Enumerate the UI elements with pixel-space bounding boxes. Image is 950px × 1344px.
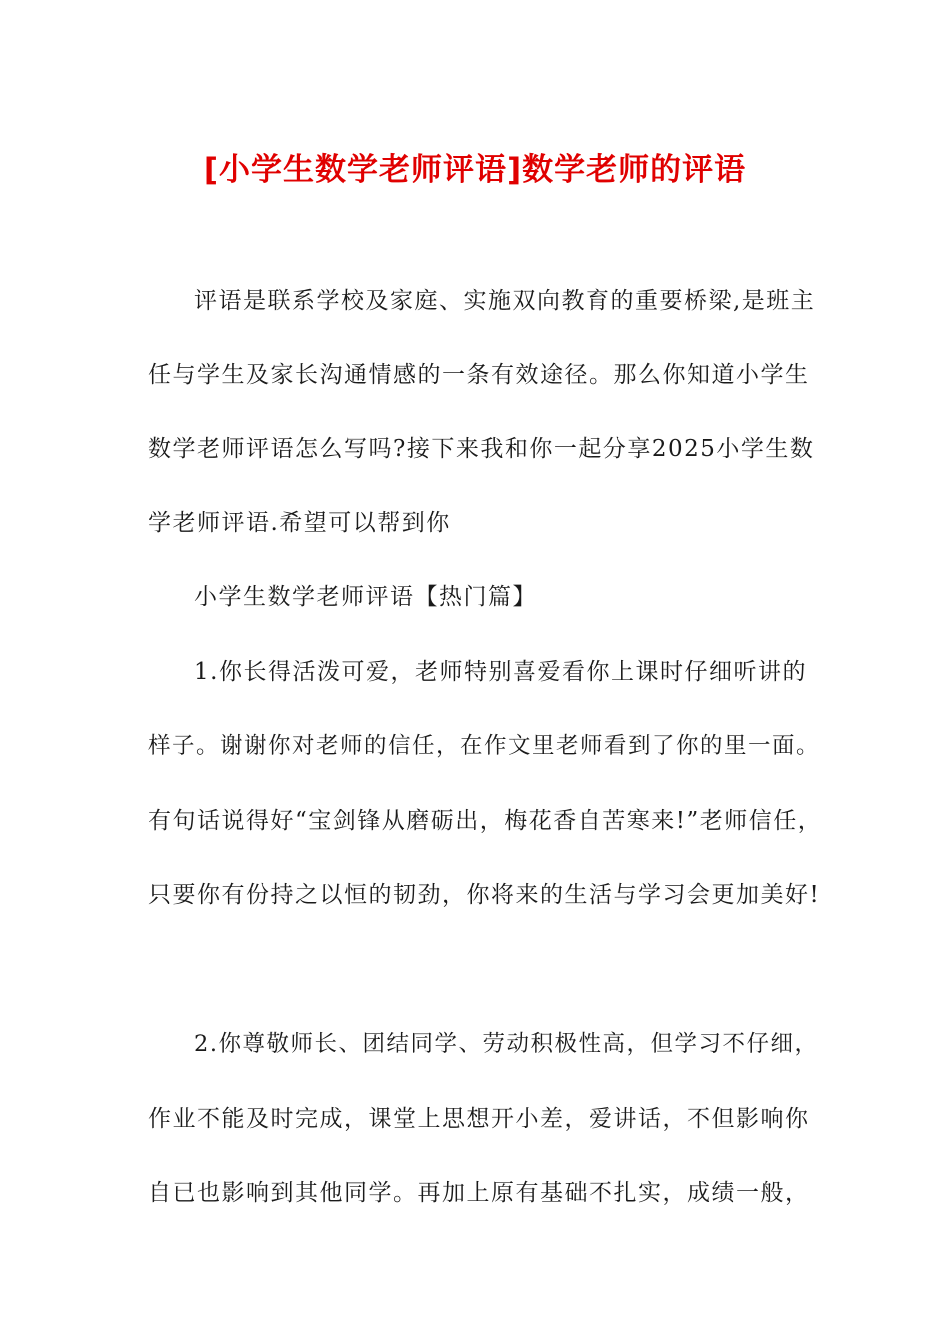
item1-line-1: 1.你长得活泼可爱，老师特别喜爱看你上课时仔细听讲的 bbox=[194, 659, 807, 685]
item2-line-2: 作业不能及时完成，课堂上思想开小差，爱讲话，不但影响你 bbox=[148, 1106, 810, 1132]
document-title: [小学生数学老师评语]数学老师的评语 bbox=[203, 152, 747, 188]
item1-line-3: 有句话说得好“宝剑锋从磨砺出，梅花香自苦寒来!”老师信任， bbox=[148, 808, 823, 834]
intro-line-3: 数学老师评语怎么写吗?接下来我和你一起分享2025小学生数 bbox=[148, 436, 815, 462]
item1-line-2: 样子。谢谢你对老师的信任，在作文里老师看到了你的里一面。 bbox=[148, 733, 821, 759]
section-heading: 小学生数学老师评语【热门篇】 bbox=[194, 584, 537, 610]
item2-line-1: 2.你尊敬师长、团结同学、劳动积极性高，但学习不仔细， bbox=[194, 1031, 819, 1057]
intro-line-4: 学老师评语.希望可以帮到你 bbox=[148, 510, 451, 536]
item1-line-4: 只要你有份持之以恒的韧劲，你将来的生活与学习会更加美好! bbox=[148, 882, 821, 908]
intro-line-2: 任与学生及家长沟通情感的一条有效途径。那么你知道小学生 bbox=[148, 362, 810, 388]
item2-line-3: 自已也影响到其他同学。再加上原有基础不扎实，成绩一般， bbox=[148, 1180, 810, 1206]
intro-line-1: 评语是联系学校及家庭、实施双向教育的重要桥梁,是班主 bbox=[194, 288, 816, 314]
